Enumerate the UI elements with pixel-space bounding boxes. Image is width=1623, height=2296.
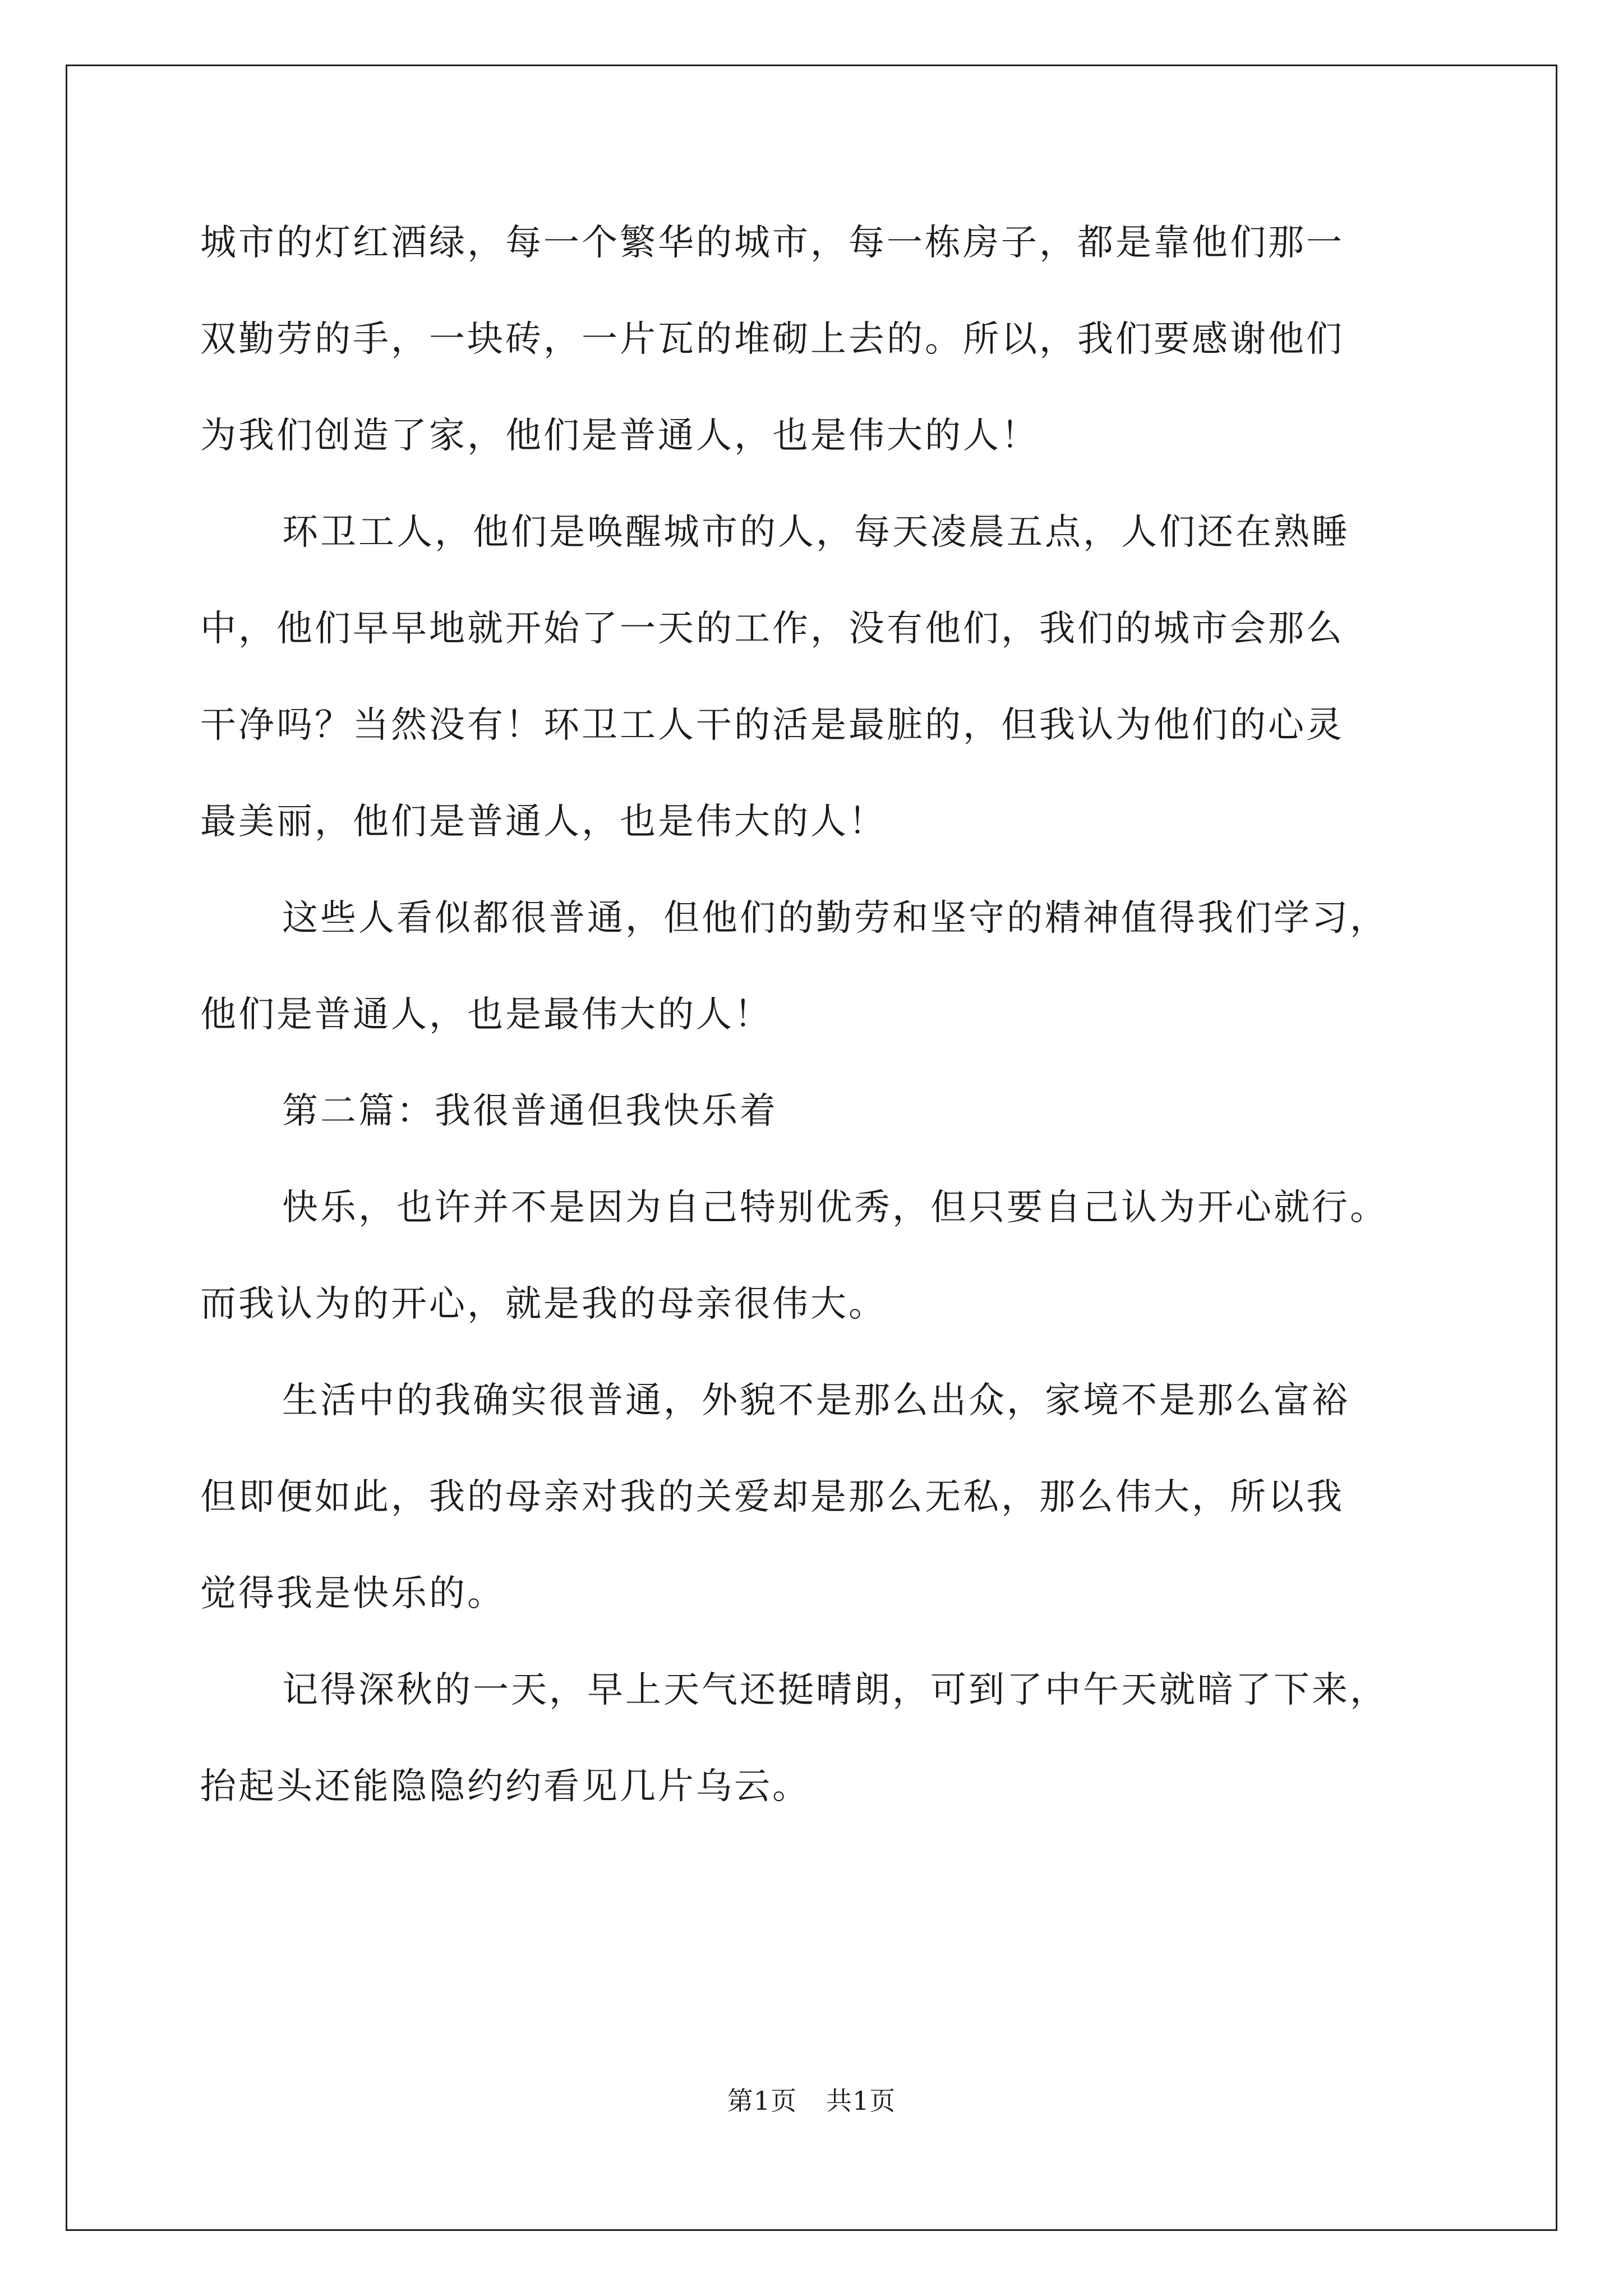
text-line-11: 快乐，也许并不是因为自己特别优秀，但只要自己认为开心就行。 [282, 1187, 1388, 1228]
page-footer [0, 2084, 1623, 2118]
text-line-12: 而我认为的开心，就是我的母亲很伟大。 [200, 1283, 887, 1325]
text-line-15: 觉得我是快乐的。 [200, 1573, 505, 1614]
text-line-8: 这些人看似都很普通，但他们的勤劳和坚守的精神值得我们学习， [282, 898, 1388, 939]
text-line-1: 城市的灯红酒绿，每一个繁华的城市，每一栋房子，都是靠他们那一 [200, 222, 1344, 264]
page-total: 共1页 [826, 2086, 896, 2116]
text-line-7: 最美丽，他们是普通人，也是伟大的人！ [200, 801, 887, 843]
page-number: 第1页 [727, 2086, 797, 2116]
text-line-16: 记得深秋的一天，早上天气还挺晴朗，可到了中午天就暗了下来， [282, 1669, 1388, 1711]
text-line-6: 干净吗？当然没有！环卫工人干的活是最脏的，但我认为他们的心灵 [200, 705, 1344, 746]
text-line-5: 中，他们早早地就开始了一天的工作，没有他们，我们的城市会那么 [200, 608, 1344, 650]
text-line-4: 环卫工人，他们是唤醒城市的人，每天凌晨五点，人们还在熟睡 [282, 512, 1350, 553]
text-line-14: 但即便如此，我的母亲对我的关爱却是那么无私，那么伟大，所以我 [200, 1476, 1344, 1518]
document-body [200, 218, 1479, 1858]
text-line-9: 他们是普通人，也是最伟大的人！ [200, 994, 772, 1036]
text-line-2: 双勤劳的手，一块砖，一片瓦的堆砌上去的。所以，我们要感谢他们 [200, 319, 1344, 360]
text-line-13: 生活中的我确实很普通，外貌不是那么出众，家境不是那么富裕 [282, 1380, 1350, 1421]
text-line-17: 抬起头还能隐隐约约看见几片乌云。 [200, 1766, 810, 1807]
section-heading: 第二篇：我很普通但我快乐着 [282, 1091, 778, 1132]
text-line-3: 为我们创造了家，他们是普通人，也是伟大的人！ [200, 415, 1039, 457]
